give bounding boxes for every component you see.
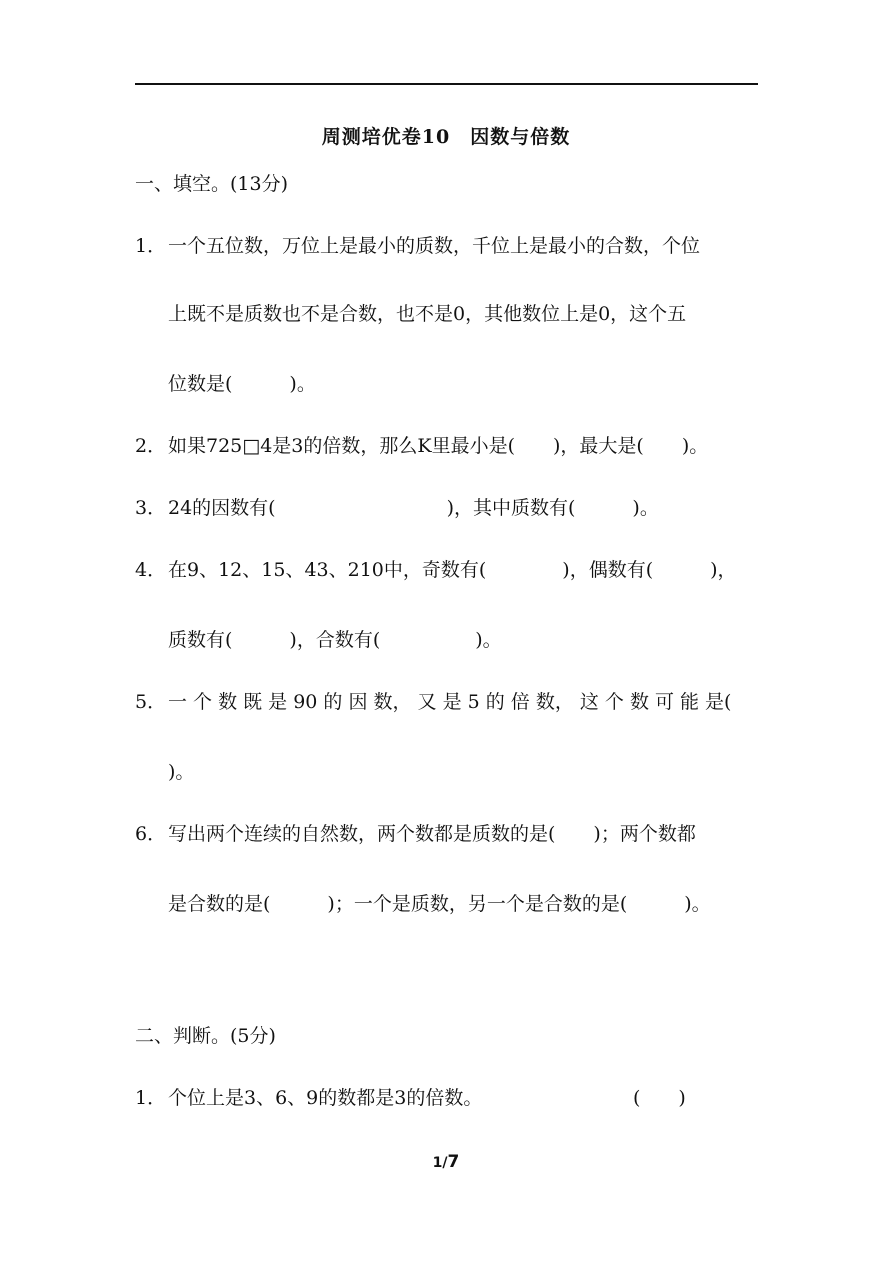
- question-3-line-1: [135, 496, 659, 520]
- question-1-number: 1．: [135, 235, 167, 257]
- question-1-line-3: 位数是( )。: [168, 373, 316, 395]
- question-4-line-2: 质数有( )，合数有( )。: [168, 629, 502, 651]
- question-3-text-1: 24的因数有( )，其中质数有( )。: [168, 497, 659, 519]
- judgement-1-line: [135, 1086, 482, 1110]
- question-6-text-1: 写出两个连续的自然数，两个数都是质数的是( )；两个数都: [168, 823, 696, 845]
- question-3-number: 3．: [135, 497, 167, 519]
- question-4-text-1: 在9、12、15、43、210中，奇数有( )，偶数有( )，: [168, 559, 737, 581]
- section-fill-blank-heading: 一、填空。(13分): [135, 173, 289, 195]
- question-1-line-2: 上既不是质数也不是合数，也不是0，其他数位上是0，这个五: [168, 303, 687, 325]
- question-5-number: 5．: [135, 691, 167, 713]
- question-2-text-1: 如果725□4是3的倍数，那么K里最小是( )，最大是( )。: [168, 435, 709, 457]
- question-5-line-2: )。: [168, 761, 195, 783]
- page-total: 7: [447, 1152, 460, 1172]
- page-footer: [0, 1152, 892, 1172]
- page-number: 1/: [432, 1155, 448, 1171]
- page-title: 周测培优卷10 因数与倍数: [321, 126, 571, 148]
- judgement-1-text: 个位上是3、6、9的数都是3的倍数。: [168, 1087, 483, 1109]
- question-5-text-1: 一 个 数 既 是 90 的 因 数， 又 是 5 的 倍 数， 这 个 数 可 能 是(: [168, 691, 732, 713]
- judgement-1-answer-blank: ( ): [633, 1087, 686, 1109]
- question-1-text-1: 一个五位数，万位上是最小的质数，千位上是最小的合数，个位: [168, 235, 701, 257]
- question-6-line-1: [135, 822, 696, 846]
- question-2-line-1: [135, 434, 708, 458]
- question-4-number: 4．: [135, 559, 167, 581]
- question-1-line-1: [135, 234, 700, 258]
- judgement-1-number: 1．: [135, 1087, 167, 1109]
- section-judgement-heading: 二、判断。(5分): [135, 1025, 276, 1047]
- question-4-line-1: [135, 558, 737, 582]
- question-6-number: 6．: [135, 823, 167, 845]
- question-6-line-2: 是合数的是( )；一个是质数，另一个是合数的是( )。: [168, 893, 711, 915]
- question-5-line-1: [135, 690, 731, 714]
- header-rule: [135, 83, 758, 85]
- question-2-number: 2．: [135, 435, 167, 457]
